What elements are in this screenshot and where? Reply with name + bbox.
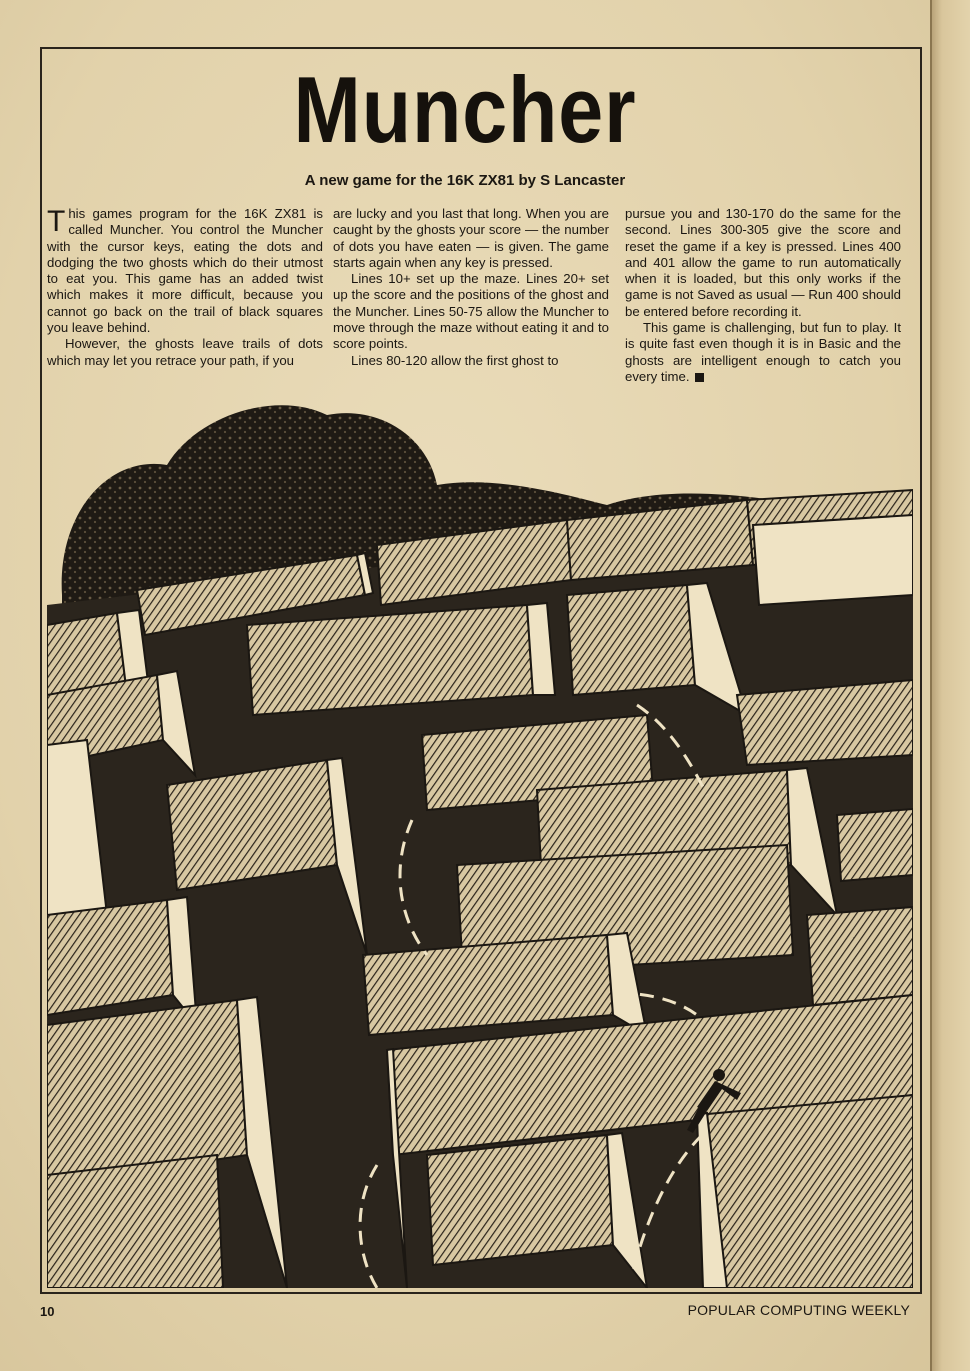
maze-illustration bbox=[47, 395, 913, 1288]
article-title: Muncher bbox=[293, 57, 637, 162]
end-mark-icon bbox=[695, 373, 704, 382]
paragraph: However, the ghosts leave trails of dots which may let you retrace your path, if you bbox=[47, 336, 323, 368]
paragraph: pursue you and 130-170 do the same for the second. Lines 300-305 give the score and reset the game if a key is pressed. Lines 400 and 401 allow the game to run automatically when it is loaded, but this only works if the game is not Saved as usual — Run 400 should be entered before recording it. bbox=[625, 206, 901, 319]
paragraph: Lines 10+ set up the maze. Lines 20+ set up the score and the positions of the ghost and the Muncher. Lines 50-75 allow the Muncher to move through the maze without eating it and to score points. bbox=[333, 271, 609, 352]
text-column-3 bbox=[625, 206, 901, 385]
paragraph bbox=[47, 206, 323, 336]
article-subtitle: A new game for the 16K ZX81 by S Lancaster bbox=[304, 172, 626, 189]
paragraph-text: his games program for the 16K ZX81 is called Muncher. You control the Muncher with the cursor keys, eating the dots and dodging the two ghosts which do their utmost to eat you. This game has an added twist which makes it more difficult, because you cannot go back on the trail of black squares you leave behind. bbox=[47, 206, 323, 336]
paragraph: are lucky and you last that long. When you are caught by the ghosts your score — the number of dots you have eaten — is given. The game starts again when any key is pressed. bbox=[333, 206, 609, 270]
text-column-1 bbox=[47, 206, 323, 369]
page-number: 10 bbox=[40, 1304, 55, 1319]
text-column-2 bbox=[333, 206, 609, 369]
paragraph-text: This game is challenging, but fun to play. It is quite fast even though it is in Basic and the ghosts are intelligent enough to catch you every time. bbox=[625, 320, 901, 384]
paragraph: Lines 80-120 allow the first ghost to bbox=[351, 352, 559, 368]
paragraph bbox=[625, 320, 901, 385]
drop-cap: T bbox=[47, 205, 66, 238]
magazine-name: POPULAR COMPUTING WEEKLY bbox=[687, 1302, 910, 1318]
adjacent-page-edge bbox=[930, 0, 970, 1371]
